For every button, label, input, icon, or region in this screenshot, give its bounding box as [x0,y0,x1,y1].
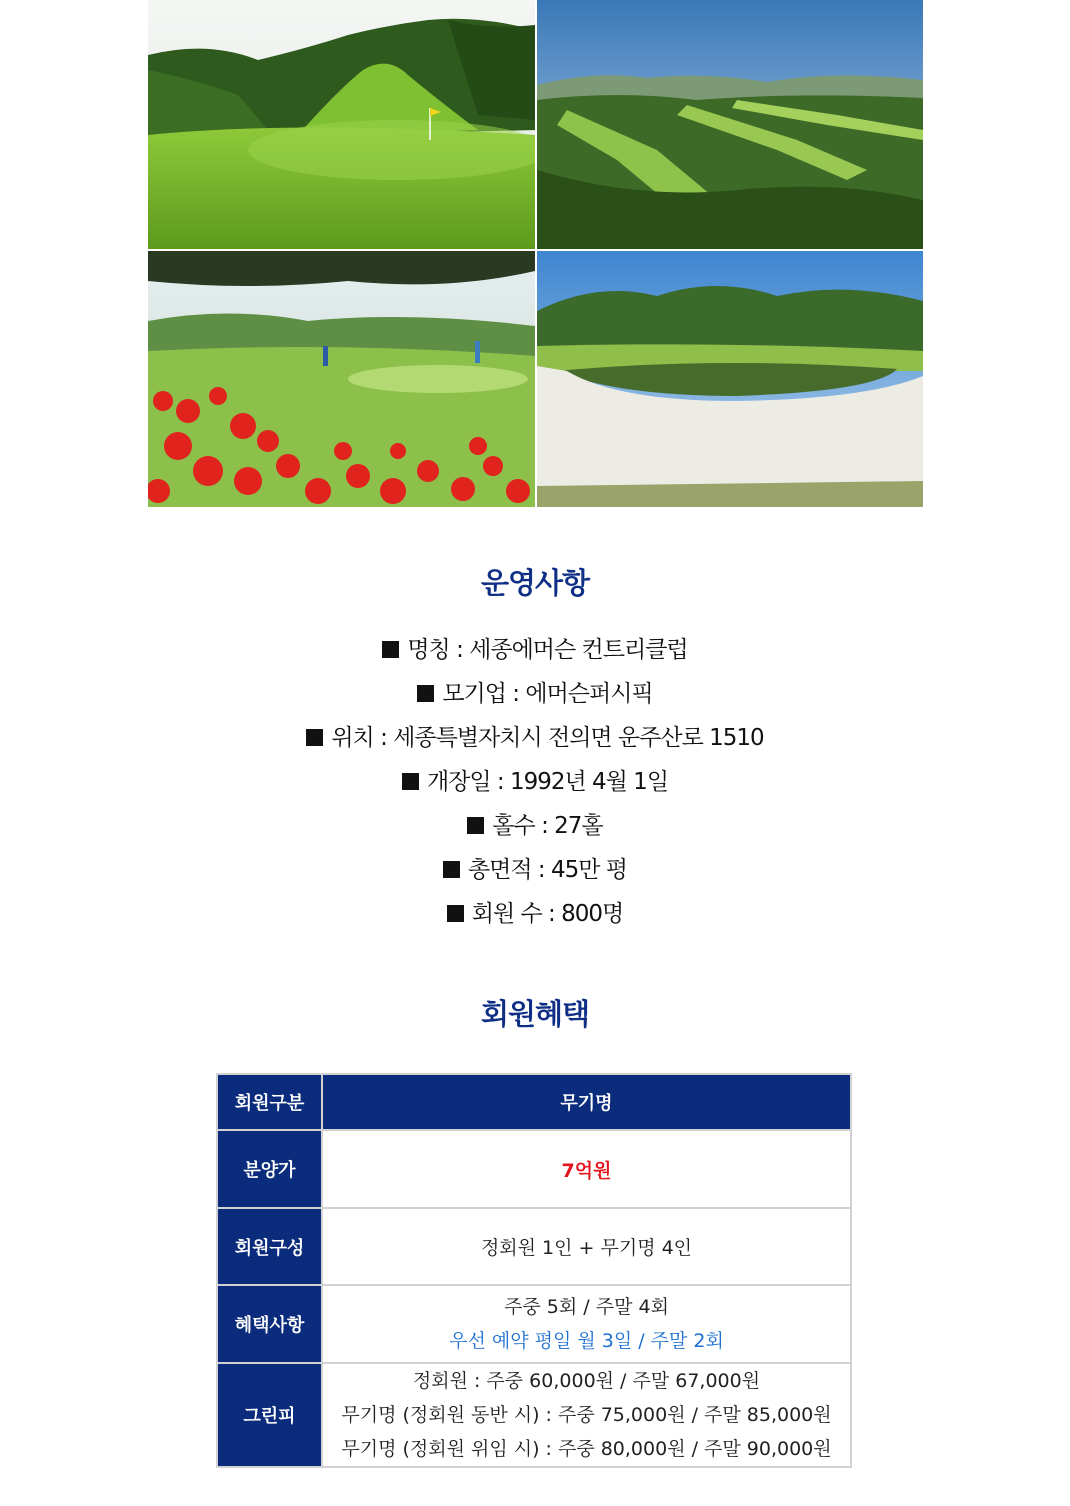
green-fee-label: 그린피 [217,1363,322,1467]
table-row [217,1208,851,1285]
perks-priority-booking: 우선 예약 평일 월 3일 / 주말 2회 [449,1330,724,1352]
table-row [217,1285,851,1363]
square-bullet-icon [382,641,399,658]
green-fee-delegated: 무기명 (정회원 위임 시) : 주중 80,000원 / 주말 90,000원 [341,1438,832,1460]
info-item-parent-company: 모기업 : 에머슨퍼시픽 [0,674,1070,718]
operations-list [0,630,1070,938]
square-bullet-icon [443,861,460,878]
benefits-table [216,1073,852,1468]
composition-label: 회원구성 [217,1208,322,1285]
square-bullet-icon [467,817,484,834]
perks-round-count: 주중 5회 / 주말 4회 [504,1296,669,1318]
info-item-opening-date: 개장일 : 1992년 4월 1일 [0,762,1070,806]
square-bullet-icon [402,773,419,790]
price-label: 분양가 [217,1130,322,1208]
green-fee-regular: 정회원 : 주중 60,000원 / 주말 67,000원 [412,1370,761,1392]
poppy-field-photo [148,251,535,507]
golf-green-photo [148,0,535,249]
square-bullet-icon [447,905,464,922]
composition-value: 정회원 1인 + 무기명 4인 [322,1208,851,1285]
table-row [217,1074,851,1130]
course-aerial-photo [537,0,923,249]
info-item-location: 위치 : 세종특별자치시 전의면 운주산로 1510 [0,718,1070,762]
table-row [217,1363,851,1467]
operations-title: 운영사항 [480,566,590,600]
benefits-title: 회원혜택 [480,997,590,1031]
membership-type-label: 회원구분 [217,1074,322,1130]
price-cell [322,1130,851,1208]
square-bullet-icon [417,685,434,702]
membership-type-value: 무기명 [322,1074,851,1130]
table-row [217,1130,851,1208]
info-item-name: 명칭 : 세종에머슨 컨트리클럽 [0,630,1070,674]
pond-bunker-photo [537,251,923,507]
price-value: 7억원 [561,1159,612,1182]
photo-grid [148,0,923,507]
green-fee-cell [322,1363,851,1467]
info-item-members: 회원 수 : 800명 [0,894,1070,938]
perks-cell [322,1285,851,1363]
square-bullet-icon [306,729,323,746]
green-fee-accompanied: 무기명 (정회원 동반 시) : 주중 75,000원 / 주말 85,000원 [341,1404,832,1426]
info-item-holes: 홀수 : 27홀 [0,806,1070,850]
info-item-area: 총면적 : 45만 평 [0,850,1070,894]
perks-label: 혜택사항 [217,1285,322,1363]
